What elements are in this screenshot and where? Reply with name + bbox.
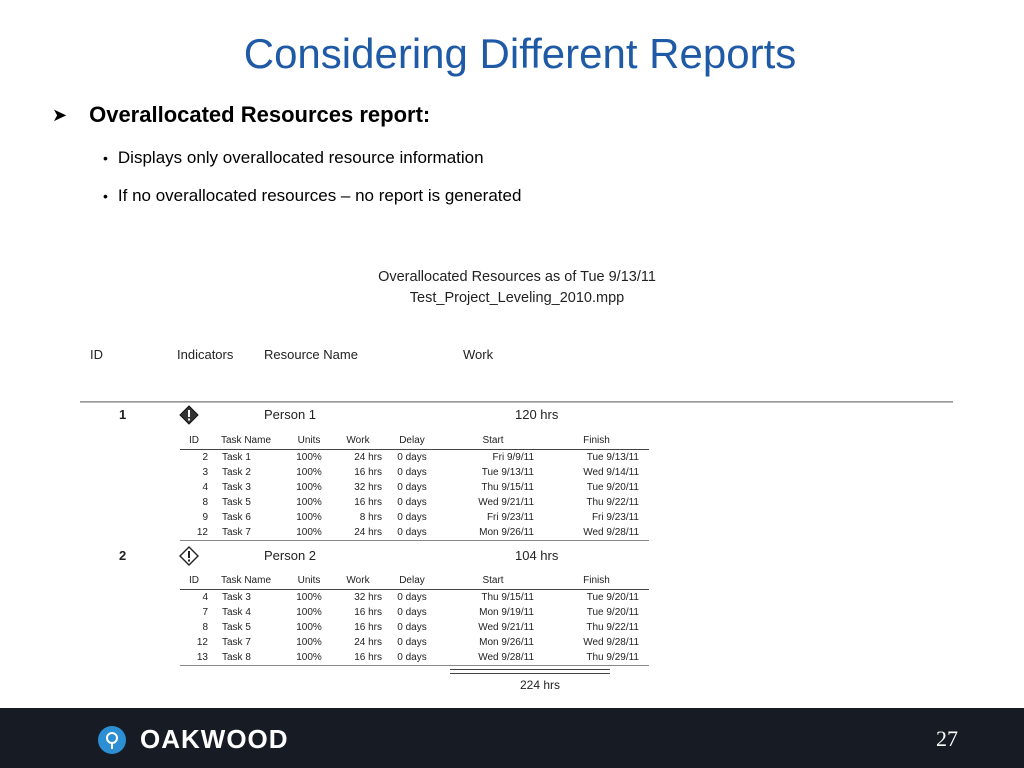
assignment-table (180, 432, 649, 541)
cell-finish: Wed 9/28/11 (583, 637, 639, 648)
task-row (180, 590, 649, 606)
th-start: Start (442, 432, 544, 450)
sub-bullet-text: If no overallocated resources – no report is generated (117, 186, 522, 205)
header-divider (80, 401, 953, 403)
column-header-indicators: Indicators (177, 347, 234, 362)
sub-bullet (103, 186, 521, 206)
cell-task-name: Task 3 (222, 592, 251, 603)
cell-units: 100% (296, 607, 322, 618)
cell-id: 8 (202, 622, 208, 633)
cell-task-name: Task 3 (222, 482, 251, 493)
cell-work: 16 hrs (334, 650, 382, 666)
th-task-name: Task Name (208, 432, 284, 450)
resource-id: 2 (119, 548, 127, 563)
assignment-rows (180, 590, 649, 666)
cell-work: 24 hrs (354, 637, 382, 648)
cell-delay: 0 days (397, 497, 427, 508)
cell-work: 24 hrs (354, 452, 382, 463)
cell-start: Mon 9/19/11 (479, 607, 534, 618)
th-start: Start (442, 572, 544, 590)
th-finish: Finish (544, 572, 649, 590)
th-work: Work (334, 572, 382, 590)
cell-work: 8 hrs (359, 512, 382, 523)
cell-units: 100% (296, 497, 322, 508)
slide-title: Considering Different Reports (243, 30, 797, 77)
cell-task-name: Task 6 (222, 512, 251, 523)
resource-id: 1 (119, 407, 127, 422)
assignment-header-row (180, 572, 649, 590)
task-row (180, 635, 649, 650)
cell-id: 9 (202, 512, 208, 523)
column-header-id: ID (90, 347, 103, 362)
arrow-bullet-icon: ➤ (52, 104, 68, 125)
overallocation-diamond-icon (179, 405, 199, 425)
cell-units: 100% (296, 467, 322, 478)
cell-id: 3 (202, 467, 208, 478)
task-row (180, 510, 649, 525)
oakwood-logo-icon (98, 726, 126, 754)
cell-work: 16 hrs (354, 607, 382, 618)
cell-start: Fri 9/23/11 (486, 512, 534, 523)
cell-units: 100% (296, 592, 322, 603)
cell-delay: 0 days (397, 467, 427, 478)
th-finish: Finish (544, 432, 649, 450)
cell-finish: Tue 9/13/11 (586, 452, 639, 463)
cell-task-name: Task 4 (222, 607, 251, 618)
report-filename: Test_Project_Leveling_2010.mpp (409, 290, 625, 306)
task-row (180, 465, 649, 480)
bullet-dot-icon: • (103, 188, 108, 204)
cell-start: Wed 9/21/11 (478, 497, 534, 508)
cell-finish: Wed 9/28/11 (544, 525, 649, 541)
cell-delay: 0 days (397, 607, 427, 618)
cell-finish: Fri 9/23/11 (591, 512, 639, 523)
bullet-dot-icon: • (103, 150, 108, 166)
cell-task-name: Task 7 (208, 525, 284, 541)
th-units: Units (284, 572, 334, 590)
cell-id: 12 (180, 525, 208, 541)
overallocation-diamond-icon (179, 546, 199, 566)
cell-start: Mon 9/26/11 (479, 637, 534, 648)
assignment-table (180, 572, 649, 666)
cell-units: 100% (296, 452, 322, 463)
cell-units: 100% (284, 525, 334, 541)
cell-units: 100% (296, 622, 322, 633)
assignment-header-row (180, 432, 649, 450)
cell-start: Wed 9/28/11 (442, 650, 544, 666)
cell-task-name: Task 1 (222, 452, 251, 463)
cell-id: 4 (202, 482, 208, 493)
resource-work: 120 hrs (515, 407, 559, 422)
cell-work: 16 hrs (354, 467, 382, 478)
cell-work: 32 hrs (354, 482, 382, 493)
cell-finish: Wed 9/14/11 (583, 467, 639, 478)
cell-finish: Tue 9/20/11 (586, 482, 639, 493)
cell-finish: Tue 9/20/11 (586, 607, 639, 618)
resource-name: Person 1 (264, 407, 317, 422)
cell-finish: Tue 9/20/11 (586, 592, 639, 603)
cell-id: 2 (202, 452, 208, 463)
cell-delay: 0 days (397, 512, 427, 523)
cell-task-name: Task 8 (208, 650, 284, 666)
main-bullet-text: Overallocated Resources report: (89, 102, 431, 127)
task-row (180, 525, 649, 541)
column-header-work: Work (463, 347, 494, 362)
th-id: ID (180, 432, 208, 450)
main-bullet (52, 102, 430, 128)
cell-work: 16 hrs (354, 497, 382, 508)
sub-bullet-text: Displays only overallocated resource information (117, 148, 484, 167)
report-heading: Overallocated Resources as of Tue 9/13/11 (378, 269, 656, 285)
cell-task-name: Task 7 (222, 637, 251, 648)
resource-work: 104 hrs (515, 548, 559, 563)
cell-units: 100% (296, 512, 322, 523)
cell-work: 16 hrs (354, 622, 382, 633)
th-task-name: Task Name (208, 572, 284, 590)
cell-task-name: Task 5 (222, 622, 251, 633)
assignment-rows (180, 450, 649, 541)
cell-finish: Thu 9/22/11 (586, 622, 639, 633)
page-number: 27 (936, 726, 958, 751)
cell-start: Wed 9/21/11 (478, 622, 534, 633)
cell-delay: 0 days (382, 525, 442, 541)
cell-start: Thu 9/15/11 (481, 592, 534, 603)
cell-units: 100% (284, 650, 334, 666)
cell-start: Thu 9/15/11 (481, 482, 534, 493)
task-row (180, 495, 649, 510)
column-header-resource-name: Resource Name (264, 347, 358, 362)
cell-delay: 0 days (397, 637, 427, 648)
cell-id: 12 (196, 637, 208, 648)
cell-delay: 0 days (397, 622, 427, 633)
sub-bullet (103, 148, 484, 168)
cell-id: 4 (202, 592, 208, 603)
cell-delay: 0 days (397, 482, 427, 493)
cell-delay: 0 days (382, 650, 442, 666)
cell-id: 7 (202, 607, 208, 618)
cell-units: 100% (296, 482, 322, 493)
th-units: Units (284, 432, 334, 450)
task-row (180, 605, 649, 620)
th-id: ID (180, 572, 208, 590)
task-row (180, 650, 649, 666)
total-double-rule (450, 669, 610, 674)
cell-work: 32 hrs (354, 592, 382, 603)
footer-bar (0, 708, 1024, 768)
logo-text: OAKWOOD (140, 724, 289, 754)
cell-work: 24 hrs (334, 525, 382, 541)
cell-task-name: Task 5 (222, 497, 251, 508)
th-work: Work (334, 432, 382, 450)
th-delay: Delay (382, 572, 442, 590)
cell-id: 8 (202, 497, 208, 508)
task-row (180, 480, 649, 495)
total-work: 224 hrs (520, 678, 561, 692)
th-delay: Delay (382, 432, 442, 450)
cell-units: 100% (296, 637, 322, 648)
task-row (180, 620, 649, 635)
oakwood-logo (98, 724, 289, 755)
cell-finish: Thu 9/29/11 (544, 650, 649, 666)
cell-task-name: Task 2 (222, 467, 251, 478)
cell-delay: 0 days (397, 592, 427, 603)
task-row (180, 450, 649, 466)
cell-start: Mon 9/26/11 (442, 525, 544, 541)
cell-finish: Thu 9/22/11 (586, 497, 639, 508)
cell-delay: 0 days (397, 452, 427, 463)
cell-id: 13 (180, 650, 208, 666)
resource-name: Person 2 (264, 548, 317, 563)
cell-start: Tue 9/13/11 (481, 467, 534, 478)
cell-start: Fri 9/9/11 (492, 452, 534, 463)
